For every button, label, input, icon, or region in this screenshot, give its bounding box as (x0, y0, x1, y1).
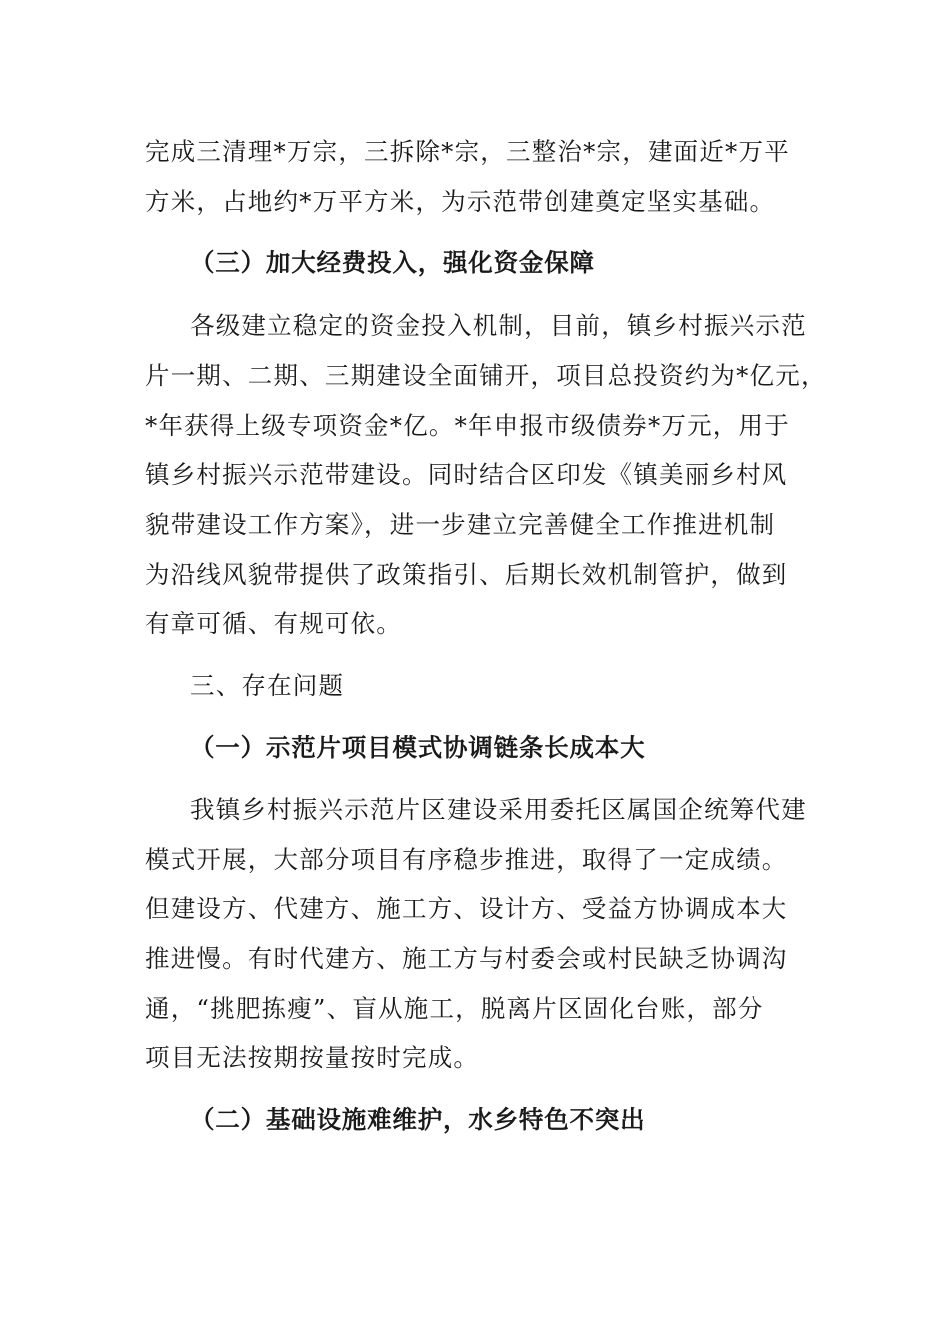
body-text-line: 有章可循、有规可依。 (145, 609, 402, 638)
body-text-line: 我镇乡村振兴示范片区建设采用委托区属国企统筹代建 (190, 795, 807, 824)
body-text-line: 片一期、二期、三期建设全面铺开，项目总投资约为*亿元， (145, 361, 827, 390)
body-text-line: 但建设方、代建方、施工方、设计方、受益方协调成本大 (145, 894, 788, 923)
body-text-line: *年获得上级专项资金*亿。*年申报市级债券*万元，用于 (145, 411, 790, 440)
body-text-line: 通，“挑肥拣瘦”、盲从施工，脱离片区固化台账，部分 (145, 994, 764, 1023)
body-text-line: 方米，占地约*万平方米，为示范带创建奠定坚实基础。 (145, 187, 776, 216)
body-text-line: 为沿线风貌带提供了政策指引、后期长效机制管护，做到 (145, 560, 788, 589)
body-text-line: 各级建立稳定的资金投入机制，目前，镇乡村振兴示范 (190, 311, 807, 340)
body-text-line: 模式开展，大部分项目有序稳步推进，取得了一定成绩。 (145, 845, 788, 874)
chapter-heading: 三、存在问题 (190, 671, 345, 700)
body-text-line: 镇乡村振兴示范带建设。同时结合区印发《镇美丽乡村风 (145, 460, 788, 489)
body-text-line: 貌带建设工作方案》，进一步建立完善健全工作推进机制 (145, 510, 776, 539)
section-heading-2: （二）基础设施难维护，水乡特色不突出 (190, 1105, 646, 1134)
section-heading-1: （一）示范片项目模式协调链条长成本大 (190, 733, 646, 762)
body-text-line: 推进慢。有时代建方、施工方与村委会或村民缺乏协调沟 (145, 944, 788, 973)
body-text-line: 项目无法按期按量按时完成。 (145, 1043, 480, 1072)
section-heading-3: （三）加大经费投入，强化资金保障 (190, 248, 595, 277)
body-text-line: 完成三清理*万宗，三拆除*宗，三整治*宗，建面近*万平 (145, 137, 790, 166)
